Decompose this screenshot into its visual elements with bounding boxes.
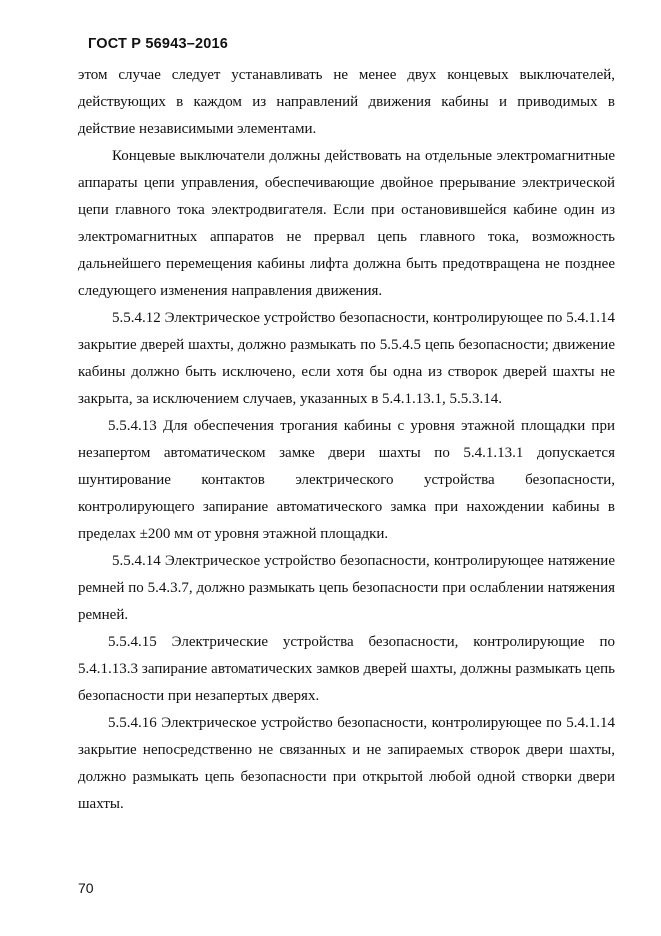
document-body (78, 62, 615, 818)
document-header: ГОСТ Р 56943–2016 (88, 36, 229, 52)
page-number: 70 (78, 880, 94, 896)
paragraph-5-5-4-13: 5.5.4.13 Для обеспечения трогания кабины с уровня этажной площадки при незапертом автоматическом замке двери шахты по 5.4.1.13.1 допускается шунтирование контактов электрического устройства безопасности, контролирующего запирание автоматического замка при нахождении кабины в пределах ±200 мм от уровня этажной площадки. (78, 418, 615, 542)
paragraph-5-5-4-16: 5.5.4.16 Электрическое устройство безопасности, контролирующее по 5.4.1.14 закрытие непосредственно не связанных и не запираемых створок двери шахты, должно размыкать цепь безопасности при открытой любой одной створки двери шахты. (78, 715, 615, 812)
paragraph-continuation: этом случае следует устанавливать не менее двух концевых выключателей, действующих в каждом из направлений движения кабины и приводимых в действие независимыми элементами. (78, 67, 615, 137)
paragraph-limit-switches: Концевые выключатели должны действовать на отдельные электромагнитные аппараты цепи управления, обеспечивающие двойное прерывание электрической цепи главного тока электродвигателя. Если при остановившейся кабине один из электромагнитных аппаратов не прервал цепь главного тока, возможность дальнейшего перемещения кабины лифта должна быть предотвращена не позднее следующего изменения направления движения. (78, 148, 615, 299)
paragraph-5-5-4-14: 5.5.4.14 Электрическое устройство безопасности, контролирующее натяжение ремней по 5.4.3.7, должно размыкать цепь безопасности при ослаблении натяжения ремней. (78, 553, 615, 623)
paragraph-5-5-4-15: 5.5.4.15 Электрические устройства безопасности, контролирующие по 5.4.1.13.3 запирание автоматических замков дверей шахты, должны размыкать цепь безопасности при незапертых дверях. (78, 634, 615, 704)
paragraph-5-5-4-12: 5.5.4.12 Электрическое устройство безопасности, контролирующее по 5.4.1.14 закрытие дверей шахты, должно размыкать по 5.5.4.5 цепь безопасности; движение кабины должно быть исключено, если хотя бы одна из створок дверей шахты не закрыта, за исключением случаев, указанных в 5.4.1.13.1, 5.5.3.14. (78, 310, 615, 407)
